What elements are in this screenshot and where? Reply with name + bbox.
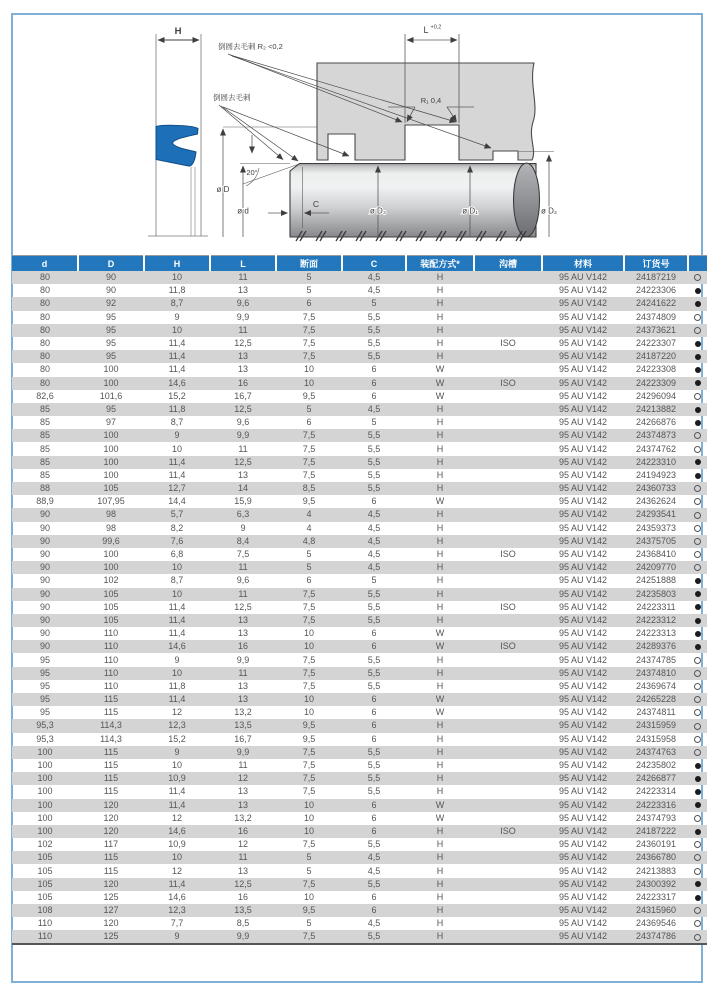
open-circle-icon	[694, 934, 701, 941]
open-circle-icon	[694, 670, 701, 677]
table-row: 95,3 114,3 12,3 13,5 9,5 6 H 95 AU V142 24315959	[12, 719, 707, 732]
dia-D2-label: ø D₂	[541, 206, 557, 216]
open-circle-icon	[694, 736, 701, 743]
open-circle-icon	[694, 683, 701, 690]
open-circle-icon	[694, 485, 701, 492]
column-header	[688, 256, 707, 272]
table-row: 85 95 11,8 12,5 5 4,5 H 95 AU V142 24213882	[12, 403, 707, 416]
dia-d-label: ø d	[237, 206, 249, 216]
table-row: 110 120 7,7 8,5 5 4,5 H 95 AU V142 24369546	[12, 917, 707, 930]
open-circle-icon	[694, 841, 701, 848]
table-row: 108 127 12,3 13,5 9,5 6 H 95 AU V142 24315960	[12, 904, 707, 917]
table-row: 100 115 11,4 13 7,5 5,5 H 95 AU V142 24223314	[12, 785, 707, 798]
column-header: D	[78, 256, 144, 272]
filled-circle-icon	[695, 578, 701, 584]
open-circle-icon	[694, 564, 701, 571]
r1-radius-label: R₁ 0,4	[420, 96, 442, 105]
open-circle-icon	[694, 907, 701, 914]
table-body	[12, 271, 707, 944]
filled-circle-icon	[695, 407, 701, 413]
filled-circle-icon	[695, 802, 701, 808]
filled-circle-icon	[695, 420, 701, 426]
table-row: 90 105 10 11 7,5 5,5 H 95 AU V142 24235803	[12, 588, 707, 601]
diagram-svg	[0, 0, 720, 252]
table-row: 100 120 14,6 16 10 6 H ISO 95 AU V142 24187222	[12, 825, 707, 838]
table-row: 105 115 12 13 5 4,5 H 95 AU V142 24213883	[12, 864, 707, 877]
table-row: 90 98 5,7 6,3 4 4,5 H 95 AU V142 24293541	[12, 508, 707, 521]
open-circle-icon	[694, 393, 701, 400]
table-row: 90 102 8,7 9,6 6 5 H 95 AU V142 24251888	[12, 574, 707, 587]
h-dimension-label: H	[174, 26, 182, 37]
table-row: 100 120 12 13,2 10 6 W 95 AU V142 24374793	[12, 812, 707, 825]
open-circle-icon	[694, 327, 701, 334]
l-dimension-label: L	[423, 25, 429, 35]
open-circle-icon	[694, 498, 701, 505]
open-circle-icon	[694, 854, 701, 861]
table-row: 88,9 107,95 14,4 15,9 9,5 6 W 95 AU V142 24362624	[12, 495, 707, 508]
open-circle-icon	[694, 920, 701, 927]
l-tolerance-label: +0,2	[430, 24, 442, 31]
filled-circle-icon	[695, 459, 701, 465]
open-circle-icon	[694, 432, 701, 439]
table-row: 85 100 9 9,9 7,5 5,5 H 95 AU V142 24374873	[12, 429, 707, 442]
table-row: 80 95 10 11 7,5 5,5 H 95 AU V142 24373621	[12, 324, 707, 337]
seal-spec-table	[12, 255, 707, 945]
table-row: 80 90 10 11 5 4,5 H 95 AU V142 24187219	[12, 271, 707, 284]
table-row: 80 100 11,4 13 10 6 W 95 AU V142 24223308	[12, 363, 707, 376]
filled-circle-icon	[695, 380, 701, 386]
table-row: 88 105 12,7 14 8,5 5,5 H 95 AU V142 24360733	[12, 482, 707, 495]
table-row: 80 90 11,8 13 5 4,5 H 95 AU V142 24223306	[12, 284, 707, 297]
table-header-row	[12, 256, 707, 272]
table-row: 102 117 10,9 12 7,5 5,5 H 95 AU V142 24360191	[12, 838, 707, 851]
filled-circle-icon	[695, 618, 701, 624]
table-row: 105 125 14,6 16 10 6 H 95 AU V142 24223317	[12, 891, 707, 904]
open-circle-icon	[694, 274, 701, 281]
table-row: 95 110 10 11 7,5 5,5 H 95 AU V142 24374810	[12, 667, 707, 680]
filled-circle-icon	[695, 288, 701, 294]
open-circle-icon	[694, 446, 701, 453]
table-row: 110 125 9 9,9 7,5 5,5 H 95 AU V142 24374786	[12, 930, 707, 944]
filled-circle-icon	[695, 367, 701, 373]
table-row: 80 95 11,4 13 7,5 5,5 H 95 AU V142 24187220	[12, 350, 707, 363]
filled-circle-icon	[695, 631, 701, 637]
table-row: 100 120 11,4 13 10 6 W 95 AU V142 24223316	[12, 799, 707, 812]
filled-circle-icon	[695, 789, 701, 795]
shaft-cylinder	[290, 164, 536, 238]
table-row: 95 110 9 9,9 7,5 5,5 H 95 AU V142 24374785	[12, 653, 707, 666]
column-header: 订货号	[624, 256, 688, 272]
c-dimension-label: C	[312, 199, 320, 209]
table-row: 95 110 11,8 13 7,5 5,5 H 95 AU V142 24369674	[12, 680, 707, 693]
table-row: 95,3 114,3 15,2 16,7 9,5 6 H 95 AU V142 24315958	[12, 733, 707, 746]
open-circle-icon	[694, 815, 701, 822]
table-row: 105 115 10 11 5 4,5 H 95 AU V142 24366780	[12, 851, 707, 864]
filled-circle-icon	[695, 473, 701, 479]
dia-D1-label: ø D₁	[462, 206, 478, 216]
filled-circle-icon	[695, 829, 701, 835]
table-row: 90 98 8,2 9 4 4,5 H 95 AU V142 24359373	[12, 522, 707, 535]
shaft-end-cap	[514, 163, 540, 237]
open-circle-icon	[694, 512, 701, 519]
table-row: 90 105 11,4 13 7,5 5,5 H 95 AU V142 24223312	[12, 614, 707, 627]
table-row: 100 115 10,9 12 7,5 5,5 H 95 AU V142 24266877	[12, 772, 707, 785]
seal-profile	[156, 125, 198, 166]
housing-section	[317, 63, 535, 160]
table-row: 82,6 101,6 15,2 16,7 9,5 6 W 95 AU V142 24296094	[12, 390, 707, 403]
filled-circle-icon	[695, 591, 701, 597]
table-row: 80 95 9 9,9 7,5 5,5 H 95 AU V142 24374809	[12, 311, 707, 324]
column-header: C	[342, 256, 406, 272]
open-circle-icon	[694, 749, 701, 756]
open-circle-icon	[694, 538, 701, 545]
deburr-label: 倒圆去毛刺	[213, 93, 251, 102]
dia-D3-label: ø D₃	[369, 206, 387, 216]
table-row: 80 92 8,7 9,6 6 5 H 95 AU V142 24241622	[12, 297, 707, 310]
filled-circle-icon	[695, 763, 701, 769]
seal-technical-diagram	[0, 0, 720, 252]
filled-circle-icon	[695, 341, 701, 347]
column-header: d	[12, 256, 78, 272]
table-header	[12, 256, 707, 272]
open-circle-icon	[694, 525, 701, 532]
column-header: 材料	[542, 256, 624, 272]
filled-circle-icon	[695, 881, 701, 887]
table-row: 100 115 10 11 7,5 5,5 H 95 AU V142 24235802	[12, 759, 707, 772]
deburr-radius-label: 倒圆去毛刺 R₂ <0,2	[218, 42, 283, 51]
filled-circle-icon	[695, 776, 701, 782]
table-row: 80 100 14,6 16 10 6 W ISO 95 AU V142 24223309	[12, 377, 707, 390]
table-row: 105 120 11,4 12,5 7,5 5,5 H 95 AU V142 24300392	[12, 878, 707, 891]
column-header: 沟槽	[474, 256, 542, 272]
table-row: 85 100 10 11 7,5 5,5 H 95 AU V142 24374762	[12, 442, 707, 455]
open-circle-icon	[694, 657, 701, 664]
open-circle-icon	[694, 723, 701, 730]
table-row: 85 100 11,4 12,5 7,5 5,5 H 95 AU V142 24223310	[12, 456, 707, 469]
table-row: 90 99,6 7,6 8,4 4,8 4,5 H 95 AU V142 24375705	[12, 535, 707, 548]
table-row: 95 115 11,4 13 10 6 W 95 AU V142 24265228	[12, 693, 707, 706]
open-circle-icon	[694, 551, 701, 558]
open-circle-icon	[694, 709, 701, 716]
filled-circle-icon	[695, 895, 701, 901]
table-row: 90 110 14,6 16 10 6 W ISO 95 AU V142 24289376	[12, 640, 707, 653]
filled-circle-icon	[695, 644, 701, 650]
column-header: 装配方式*	[406, 256, 474, 272]
table-row: 95 115 12 13,2 10 6 W 95 AU V142 24374811	[12, 706, 707, 719]
filled-circle-icon	[695, 604, 701, 610]
table-row: 90 110 11,4 13 10 6 W 95 AU V142 24223313	[12, 627, 707, 640]
open-circle-icon	[694, 868, 701, 875]
filled-circle-icon	[695, 354, 701, 360]
table-row: 80 95 11,4 12,5 7,5 5,5 H ISO 95 AU V142 24223307	[12, 337, 707, 350]
table-row: 85 100 11,4 13 7,5 5,5 H 95 AU V142 24194923	[12, 469, 707, 482]
filled-circle-icon	[695, 301, 701, 307]
table-row: 90 100 6,8 7,5 5 4,5 H ISO 95 AU V142 24368410	[12, 548, 707, 561]
chamfer-angle-label: 20°	[246, 168, 258, 177]
dia-D-label: ø D	[216, 185, 230, 194]
table-row: 90 100 10 11 5 4,5 H 95 AU V142 24209770	[12, 561, 707, 574]
column-header: H	[144, 256, 210, 272]
open-circle-icon	[694, 314, 701, 321]
open-circle-icon	[694, 696, 701, 703]
table-row: 85 97 8,7 9,6 6 5 H 95 AU V142 24266876	[12, 416, 707, 429]
table-row: 90 105 11,4 12,5 7,5 5,5 H ISO 95 AU V142 24223311	[12, 601, 707, 614]
column-header: L	[210, 256, 276, 272]
column-header: 断面	[276, 256, 342, 272]
table-row: 100 115 9 9,9 7,5 5,5 H 95 AU V142 24374763	[12, 746, 707, 759]
